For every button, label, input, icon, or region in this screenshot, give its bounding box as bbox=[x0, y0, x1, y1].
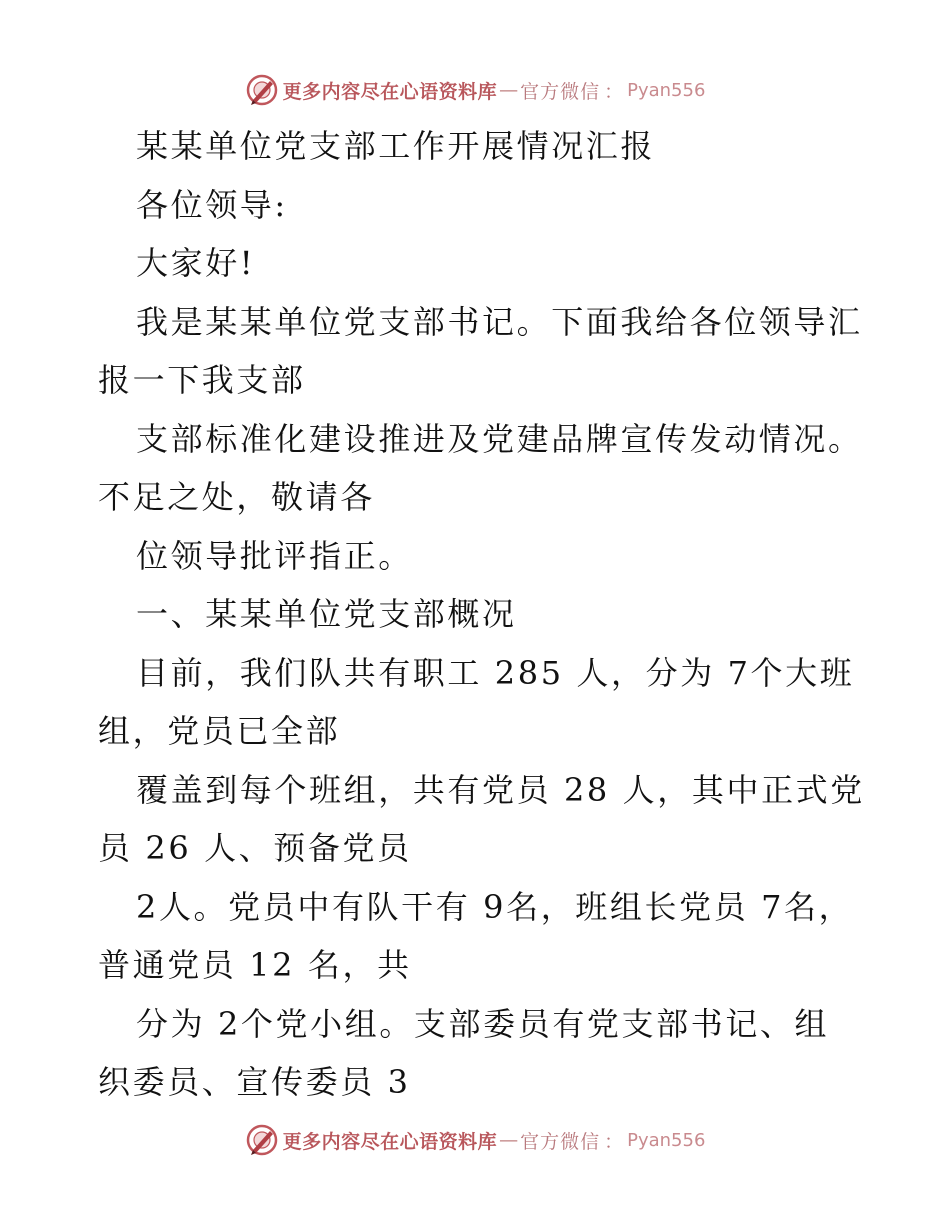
paragraph-line: 支部标准化建设推进及党建品牌宣传发动情况。 bbox=[136, 419, 863, 458]
watermark-site-text: 更多内容尽在心语资料库 bbox=[282, 1130, 498, 1153]
document-body bbox=[98, 117, 865, 1112]
watermark-separator: ： bbox=[604, 80, 624, 103]
watermark-label: 官方微信 bbox=[520, 1130, 601, 1153]
paragraph-line: 目前，我们队共有职工 285 人，分为 7个大班 bbox=[136, 653, 855, 692]
document-title: 某某单位党支部工作开展情况汇报 bbox=[136, 127, 656, 165]
paragraph-line: 报一下我支部 bbox=[98, 361, 306, 399]
watermark-wechat-id: Pyan556 bbox=[627, 79, 706, 101]
paragraph-line: 织委员、宣传委员 3 bbox=[98, 1063, 411, 1101]
paragraph-line: 分为 2个党小组。支部委员有党支部书记、组 bbox=[136, 1004, 830, 1043]
pen-circle-logo-icon bbox=[245, 1123, 279, 1157]
watermark-dash: — bbox=[499, 79, 519, 101]
footer-watermark bbox=[0, 1120, 950, 1160]
greeting-line: 大家好! bbox=[136, 244, 256, 282]
watermark-wechat-id: Pyan556 bbox=[627, 1129, 706, 1151]
watermark-site-text: 更多内容尽在心语资料库 bbox=[282, 80, 498, 103]
paragraph-line: 普通党员 12 名，共 bbox=[98, 946, 412, 984]
watermark-separator: ： bbox=[604, 1130, 624, 1153]
paragraph-line: 覆盖到每个班组，共有党员 28 人，其中正式党 bbox=[136, 770, 865, 809]
paragraph-line: 我是某某单位党支部书记。下面我给各位领导汇 bbox=[136, 302, 863, 341]
paragraph-line: 组，党员已全部 bbox=[98, 712, 341, 750]
header-watermark bbox=[0, 70, 950, 110]
watermark-label: 官方微信 bbox=[520, 80, 601, 103]
pen-circle-logo-icon bbox=[245, 73, 279, 107]
paragraph-line: 员 26 人、预备党员 bbox=[98, 829, 412, 867]
watermark-dash: — bbox=[499, 1129, 519, 1151]
salutation-line: 各位领导: bbox=[136, 185, 288, 224]
paragraph-line: 位领导批评指正。 bbox=[136, 536, 413, 575]
paragraph-line: 不足之处，敬请各 bbox=[98, 478, 375, 516]
section-heading: 一、某某单位党支部概况 bbox=[136, 595, 517, 633]
paragraph-line: 2人。党员中有队干有 9名，班组长党员 7名， bbox=[136, 887, 854, 926]
